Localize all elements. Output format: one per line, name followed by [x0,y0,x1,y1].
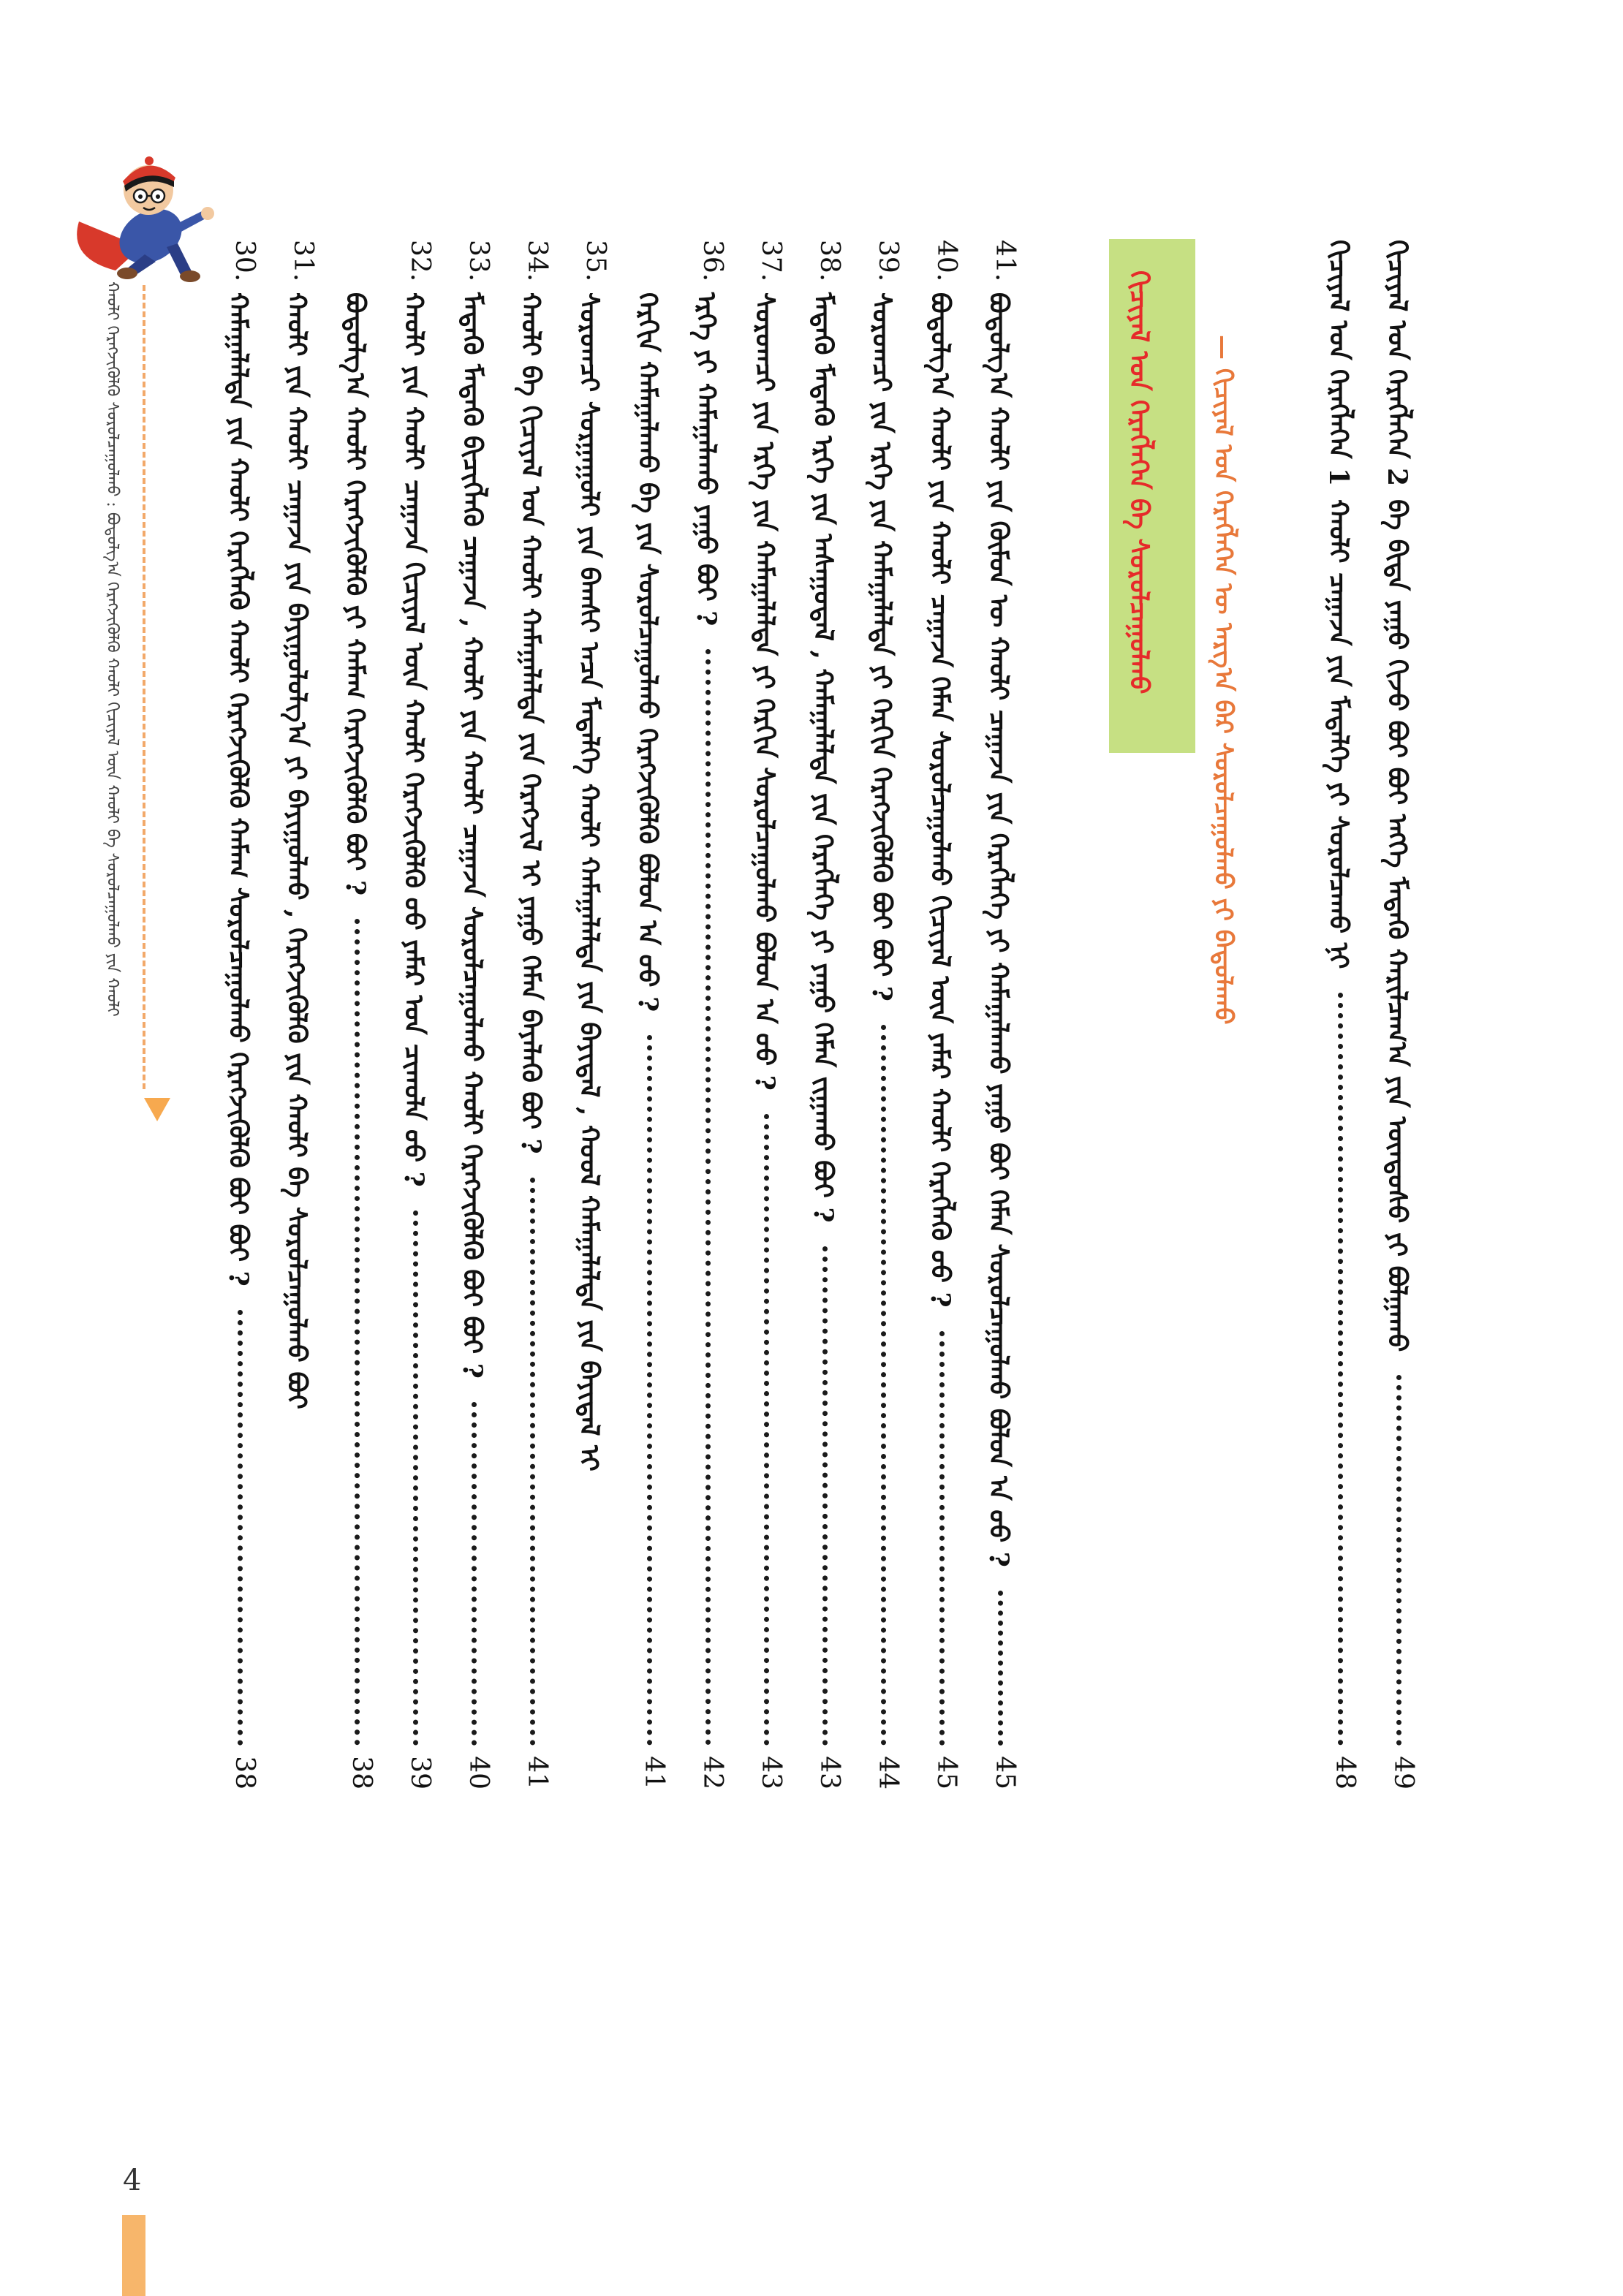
entry-number: 31. [288,240,319,282]
toc-entry-34[interactable] [515,240,554,1789]
dot-leader [765,1114,770,1746]
entry-page: 44 [873,1756,904,1789]
entry-page: 40 [464,1756,494,1789]
entry-number: 33. [464,240,494,282]
dot-leader [1397,1375,1402,1746]
dot-leader [823,1246,828,1746]
toc-entry-32[interactable] [398,240,437,1789]
entry-title: ᠮᠡᠳᠡᠬᠦ ᠮᠡᠳᠡᠬᠦ ᠪᠢᠴᠢᠭᠯᠡᠬᠦ ᠴᠠᠭᠠᠵᠠ , ᠬᠠᠤᠯᠢ ᠶᠢᠨ ᠬᠠᠤᠯᠢ ᠴᠠᠭᠠᠵᠠ ᠰᠤᠷᠤᠯᠴᠠᠭᠤᠯᠬᠤ ᠬᠠᠤᠯᠢ ᠬᠡᠷᠡᠭᠵᠢᠭᠦᠯᠬᠦ ᠪᠤᠢ ᠪᠤᠢ ? [457,292,488,1379]
entry-number: 38. [814,240,845,282]
entry-page: 38 [347,1756,377,1789]
dot-leader [706,649,711,1746]
toc-entry-31[interactable] [281,240,320,1409]
page-accent-bar [122,2215,145,2296]
entry-title: ᠪᠤᠳᠤᠯᠭ᠎ᠠ ᠬᠠᠤᠯᠢ ᠶᠢᠨ ᠬᠠᠤᠯᠢ ᠴᠠᠭᠠᠵᠠ ᠬᠡᠮᠡᠨ ᠰᠤᠷᠤᠯᠴᠠᠭᠤᠯᠬᠤ ᠬᠢᠴᠢᠶᠡᠯ ᠦᠨ ᠶᠠᠮᠠᠷ ᠬᠠᠤᠯᠢ ᠬᠡᠷᠡᠭᠯᠡᠬᠦ ᠤᠤ ? [925,292,956,1308]
toc-entry-40[interactable] [925,240,964,1789]
entry-number: 37. [756,240,787,282]
dot-leader [238,1310,243,1746]
entry-number: 40. [931,240,962,282]
page-number: 4 [123,2164,142,2197]
entry-page: 43 [756,1756,787,1789]
footer-dashed-line [143,285,145,1089]
dot-leader [999,1591,1004,1746]
entry-page: 38 [230,1756,260,1789]
toc-entry-38[interactable] [808,240,847,1789]
header-entry-label: ᠬᠢᠴᠢᠶᠡᠯ ᠤᠨ ᠬᠡᠷᠡᠭᠯᠡᠭᠡᠨ 1 [1323,240,1355,487]
dot-leader [531,1178,536,1746]
entry-number: 35. [580,240,611,282]
entry-page: 41 [522,1756,553,1789]
header-entry-2 [1382,240,1420,1789]
mascot-illustration [64,137,225,284]
dot-leader [414,1210,419,1746]
entry-page: 42 [697,1756,728,1789]
entry-title: ᠬᠠᠤᠯᠢ ᠶᠢᠨ ᠬᠠᠤᠯᠢ ᠴᠠᠭᠠᠵᠠ ᠬᠢᠴᠢᠶᠡᠯ ᠦᠨ ᠬᠠᠤᠯᠢ ᠬᠡᠷᠡᠭᠵᠢᠭᠦᠯᠬᠦ ᠤᠤ ᠶᠠᠮᠠᠷ ᠤᠨ ᠴᠢᠬᠤᠯᠠ ᠤᠤ ? [398,292,430,1187]
entry-title: ᠪᠤᠳᠤᠯᠭ᠎ᠠ ᠬᠠᠤᠯᠢ ᠶᠢᠨ ᠬᠦᠮᠦᠨ ᠦ ᠬᠠᠤᠯᠢ ᠴᠠᠭᠠᠵᠠ ᠶᠢᠨ ᠬᠡᠷᠡᠭᠯᠡᠭᠡ ᠶᠢ ᠬᠠᠮᠠᠭᠠᠯᠠᠬᠤ ᠶᠠᠭᠤ ᠪᠤᠢ ᠬᠡᠮᠡᠨ ᠰᠤᠷᠤᠯᠴᠠᠭᠤᠯᠬᠤ ᠪᠤᠯᠤᠨ ᠠ ᠤᠤ ? [983,292,1015,1567]
entry-number: 36. [697,240,728,282]
entry-title: ᠰᠤᠷᠤᠭᠴᠢ ᠰᠤᠷᠭᠠᠭᠤᠯᠢ ᠶᠢᠨ ᠪᠠᠭᠰᠢ ᠠᠴᠠ ᠮᠡᠳᠡᠯᠭᠡ ᠬᠠᠤᠯᠢ ᠬᠠᠮᠠᠭᠠᠯᠠᠯᠲᠠ ᠶᠢᠨ ᠪᠠᠶᠢᠳᠠᠯ , ᠬᠤᠤᠯ ᠬᠠᠮᠠᠭᠠᠯᠠᠯᠲᠠ ᠶᠢᠨ ᠪᠠᠶᠢᠳᠠᠯ ᠢ [574,292,605,1471]
header-entry-page: 49 [1388,1756,1419,1789]
entry-number: 30. [230,240,260,282]
toc-entry-31-continued[interactable] [340,240,379,1789]
header-entry-1 [1323,240,1362,1789]
toc-entry-39[interactable] [866,240,905,1789]
entry-page: 45 [990,1756,1021,1789]
footer-triangle-marker [144,1098,170,1121]
toc-entry-35[interactable] [574,240,613,1471]
entry-number: 39. [873,240,904,282]
entry-title: ᠬᠠᠤᠯᠢ ᠪᠠ ᠬᠢᠴᠢᠶᠡᠯ ᠤᠨ ᠬᠠᠤᠯᠢ ᠬᠠᠮᠠᠭᠠᠯᠠᠯᠲᠠ ᠶᠢᠨ ᠬᠡᠷᠡᠭᠵᠢᠯ ᠢ ᠶᠠᠭᠤ ᠬᠡᠮᠡᠨ ᠪᠡᠶᠡᠯᠡᠬᠦ ᠪᠤᠢ ? [515,292,547,1154]
section-subtitle: — ᠬᠢᠴᠢᠶᠡᠯ ᠤᠨ ᠬᠡᠷᠡᠭᠯᠡᠭᠡᠨ ᠦ ᠠᠷᠭ᠎ᠠ ᠪᠠᠷ ᠰᠤᠷᠤᠯᠴᠠᠭᠤᠯᠬᠤ ᠶᠢ ᠪᠠᠲᠤᠯᠠᠬᠤ [1208,335,1238,1025]
entry-title: ᠬᠡᠷᠬᠢᠨ ᠬᠠᠮᠠᠭᠠᠯᠠᠬᠤ ᠪᠠ ᠶᠢᠨ ᠰᠤᠷᠤᠯᠴᠠᠭᠤᠯᠬᠤ ᠬᠡᠷᠡᠭᠵᠢᠭᠦᠯᠬᠦ ᠪᠤᠯᠤᠨ ᠠ ᠤᠤ ? [632,292,664,1012]
entry-number: 34. [522,240,553,282]
header-entry-label: ᠬᠢᠴᠢᠶᠡᠯ ᠤᠨ ᠬᠡᠷᠡᠭᠯᠡᠭᠡᠨ 2 [1382,240,1413,487]
entry-title: ᠪᠤᠳᠤᠯᠭ᠎ᠠ ᠬᠠᠤᠯᠢ ᠬᠡᠷᠡᠭᠵᠢᠭᠦᠯᠬᠦ ᠶᠢ ᠬᠠᠮᠠᠭ ᠬᠡᠷᠡᠭᠵᠢᠭᠦᠯᠬᠦ ᠪᠤᠢ ? [340,292,371,896]
entry-page: 41 [639,1756,670,1789]
header-entry-text: ᠪᠠ ᠪᠢᠳᠡ ᠶᠠᠭᠤ ᠬᠢᠵᠦ ᠪᠤᠢ ᠪᠤᠢ ᠡᠩᠬᠡ ᠮᠡᠳᠡᠬᠦ ᠬᠠᠷᠢᠯᠴᠠᠭ᠎ᠠ ᠶᠢᠨ ᠦᠨᠳᠦᠰᠦ ᠶᠢ ᠪᠤᠯᠭᠠᠬᠤ [1382,499,1413,1352]
dot-leader [882,1025,887,1746]
entry-title: ᠰᠤᠷᠤᠭᠴᠢ ᠶᠢᠨ ᠡᠷᠬᠡ ᠶᠢᠨ ᠬᠠᠮᠠᠭᠠᠯᠠᠯᠲᠠ ᠶᠢ ᠬᠡᠷᠬᠢᠨ ᠬᠡᠷᠡᠭᠵᠢᠭᠦᠯᠬᠦ ᠪᠤᠢ ᠪᠤᠢ ? [866,292,898,1001]
header-entry-text: ᠬᠠᠤᠯᠢ ᠴᠠᠭᠠᠵᠠ ᠶᠢᠨ ᠮᠡᠳᠡᠯᠭᠡ ᠶᠢ ᠰᠤᠷᠤᠯᠴᠠᠬᠤ ᠨᠢ [1323,499,1355,969]
section-title: ᠬᠢᠴᠢᠶᠡᠯ ᠤᠨ ᠬᠡᠷᠡᠭᠯᠡᠭᠡᠨ ᠪᠠ ᠰᠤᠷᠤᠯᠴᠠᠭᠤᠯᠬᠤ [1124,270,1154,694]
entry-title: ᠬᠠᠤᠯᠢ ᠶᠢᠨ ᠬᠠᠤᠯᠢ ᠴᠠᠭᠠᠵᠠ ᠶᠢᠨ ᠪᠠᠶᠢᠭᠤᠯᠤᠯᠭ᠎ᠠ ᠶᠢ ᠪᠠᠶᠢᠭᠤᠯᠬᠤ , ᠬᠡᠷᠡᠭᠵᠢᠭᠦᠯᠬᠦ ᠶᠢᠨ ᠬᠠᠤᠯᠢ ᠪᠠ ᠰᠤᠷᠤᠯᠴᠠᠭᠤᠯᠬᠤ ᠪᠤᠢ [281,292,313,1409]
dot-leader [1339,993,1344,1746]
entry-title: ᠬᠠᠮᠠᠭᠠᠯᠠᠯᠲᠠ ᠶᠢᠨ ᠬᠠᠤᠯᠢ ᠬᠡᠷᠡᠭᠯᠡᠬᠦ ᠬᠠᠤᠯᠢ ᠬᠡᠷᠡᠭᠵᠢᠭᠦᠯᠬᠦ ᠬᠠᠮᠠᠭ ᠰᠤᠷᠤᠯᠴᠠᠭᠤᠯᠬᠤ ᠬᠡᠷᠡᠭᠵᠢᠭᠦᠯᠬᠦ ᠪᠤᠢ ᠪᠤᠢ ? [223,292,254,1287]
dot-leader [355,919,360,1746]
toc-entry-30[interactable] [223,240,262,1789]
toc-entry-36[interactable] [691,240,730,1789]
toc-entry-37[interactable] [749,240,788,1789]
header-entry-page: 48 [1330,1756,1361,1789]
entry-title: ᠰᠤᠷᠤᠭᠴᠢ ᠶᠢᠨ ᠡᠷᠬᠡ ᠶᠢᠨ ᠬᠠᠮᠠᠭᠠᠯᠠᠯᠲᠠ ᠶᠢ ᠬᠡᠷᠬᠢᠨ ᠰᠤᠷᠤᠯᠴᠠᠭᠤᠯᠬᠤ ᠪᠤᠯᠤᠨ ᠠ ᠤᠤ ? [749,292,781,1091]
toc-entry-41[interactable] [983,240,1022,1789]
entry-page: 39 [405,1756,436,1789]
running-footer: ᠬᠠᠤᠯᠢ ᠬᠡᠷᠡᠭᠵᠢᠭᠦᠯᠬᠦ ᠰᠤᠷᠤᠯᠴᠠᠭᠤᠯᠬᠤ : ᠪᠤᠳᠤᠯᠭ᠎ᠠ ᠬᠡᠷᠡᠭᠵᠢᠭᠦᠯᠬᠦ ᠬᠠᠤᠯᠢ ᠬᠢᠴᠢᠶᠡᠯ ᠦᠨ ᠬᠠᠤᠯᠢ ᠪᠠ ᠰᠤᠷᠤᠯᠴᠠᠭᠤᠯᠬᠤ ᠶᠢᠨ ᠬᠠᠤᠯᠢ [103,281,121,1017]
dot-leader [940,1331,945,1746]
toc-entry-35-continued[interactable] [632,240,671,1789]
entry-page: 43 [814,1756,845,1789]
entry-number: 32. [405,240,436,282]
dot-leader [648,1035,653,1746]
toc-entry-33[interactable] [457,240,496,1789]
entry-number: 41. [990,240,1021,282]
entry-title: ᠮᠡᠳᠡᠬᠦ ᠮᠡᠳᠡᠬᠦ ᠡᠷᠬᠡ ᠶᠢᠨ ᠠᠰᠠᠭᠤᠳᠠᠯ , ᠬᠠᠮᠠᠭᠠᠯᠠᠯᠲᠠ ᠶᠢᠨ ᠬᠡᠷᠡᠭᠯᠡᠭᠡ ᠶᠢ ᠶᠠᠭᠤ ᠬᠡᠮᠡᠨ ᠵᠢᠭᠠᠬᠤ ᠪᠤᠢ ? [808,292,839,1223]
entry-title: ᠡᠷᠬᠡ ᠶᠢ ᠬᠠᠮᠠᠭᠠᠯᠠᠬᠤ ᠶᠠᠭᠤ ᠪᠤᠢ ? [691,292,722,626]
entry-page: 45 [931,1756,962,1789]
dot-leader [472,1402,477,1746]
